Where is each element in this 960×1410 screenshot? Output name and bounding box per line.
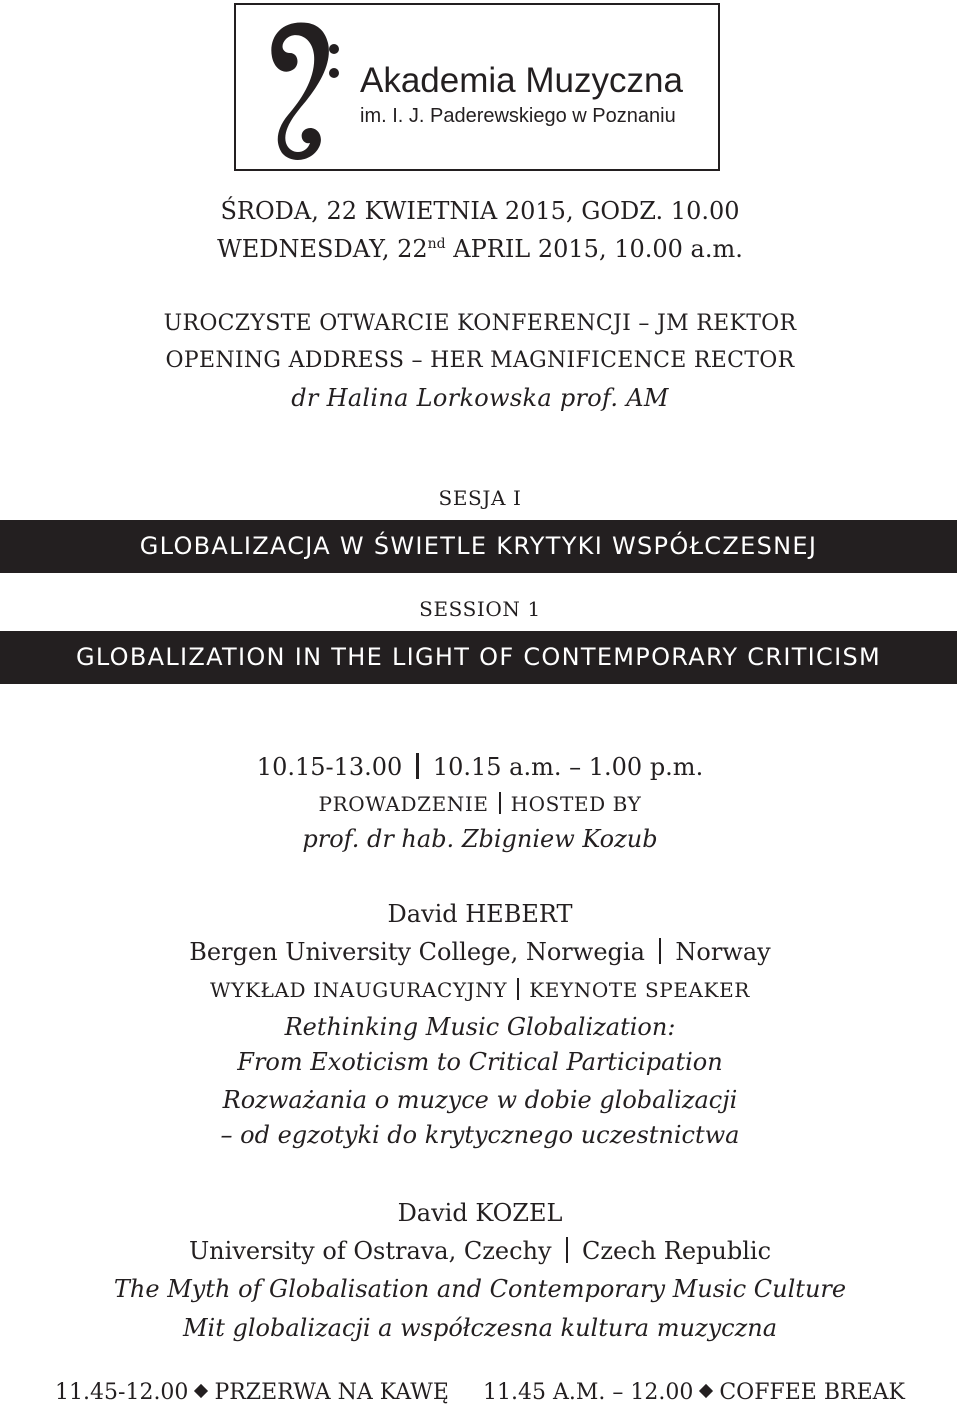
session-time: 10.15-13.00 10.15 a.m. – 1.00 p.m. — [256, 753, 704, 781]
session-title-pl-bar: GLOBALIZACJA W ŚWIETLE KRYTYKI WSPÓŁCZESNEJ — [0, 520, 957, 573]
speaker1-role: WYKŁAD INAUGURACYJNY KEYNOTE SPEAKER — [210, 978, 750, 1002]
speaker2-affiliation: University of Ostrava, Czechy Czech Republic — [188, 1237, 772, 1265]
session-title-en-bar: GLOBALIZATION IN THE LIGHT OF CONTEMPORARY CRITICISM — [0, 631, 957, 684]
logo-subtitle: im. I. J. Paderewskiego w Poznaniu — [360, 105, 676, 127]
speaker1-title-en-2: From Exoticism to Critical Participation — [237, 1048, 723, 1076]
date-pl: ŚRODA, 22 KWIETNIA 2015, GODZ. 10.00 — [220, 197, 740, 225]
speaker2-title-pl: Mit globalizacji a współczesna kultura muzyczna — [182, 1314, 778, 1342]
speaker1-title-en-1: Rethinking Music Globalization: — [284, 1013, 676, 1041]
speaker2-name: David KOZEL — [397, 1199, 563, 1227]
opening-pl: UROCZYSTE OTWARCIE KONFERENCJI – JM REKTOR — [163, 311, 797, 336]
separator — [499, 792, 501, 814]
session-host-name: prof. dr hab. Zbigniew Kozub — [302, 825, 658, 853]
speaker1-affiliation: Bergen University College, Norwegia Norway — [189, 938, 771, 966]
speaker1-name: David HEBERT — [387, 900, 573, 928]
academy-logo — [234, 3, 720, 171]
speaker1-title-pl-2: – od egzotyki do krytycznego uczestnictwa — [220, 1121, 740, 1149]
speaker2-title-en: The Myth of Globalisation and Contemporary Music Culture — [113, 1275, 847, 1303]
opening-person: dr Halina Lorkowska prof. AM — [291, 384, 669, 412]
separator — [659, 938, 662, 964]
session-label-pl: SESJA I — [438, 486, 522, 510]
opening-en: OPENING ADDRESS – HER MAGNIFICENCE RECTOR — [165, 348, 795, 373]
session-host-label: PROWADZENIE HOSTED BY — [318, 792, 642, 816]
diamond-icon — [699, 1384, 713, 1398]
session-label-en: SESSION 1 — [419, 597, 541, 621]
diamond-icon — [194, 1384, 208, 1398]
separator — [416, 753, 419, 779]
separator — [566, 1237, 569, 1263]
logo-name: Akademia Muzyczna — [360, 61, 683, 100]
speaker1-title-pl-1: Rozważania o muzyce w dobie globalizacji — [222, 1086, 738, 1114]
bass-clef-logo-icon — [256, 15, 346, 167]
separator — [517, 978, 519, 1000]
date-en: WEDNESDAY, 22nd APRIL 2015, 10.00 a.m. — [217, 235, 743, 263]
coffee-break: 11.45-12.00 PRZERWA NA KAWĘ 11.45 A.M. – 12.00 COFFEE BREAK — [55, 1380, 905, 1405]
